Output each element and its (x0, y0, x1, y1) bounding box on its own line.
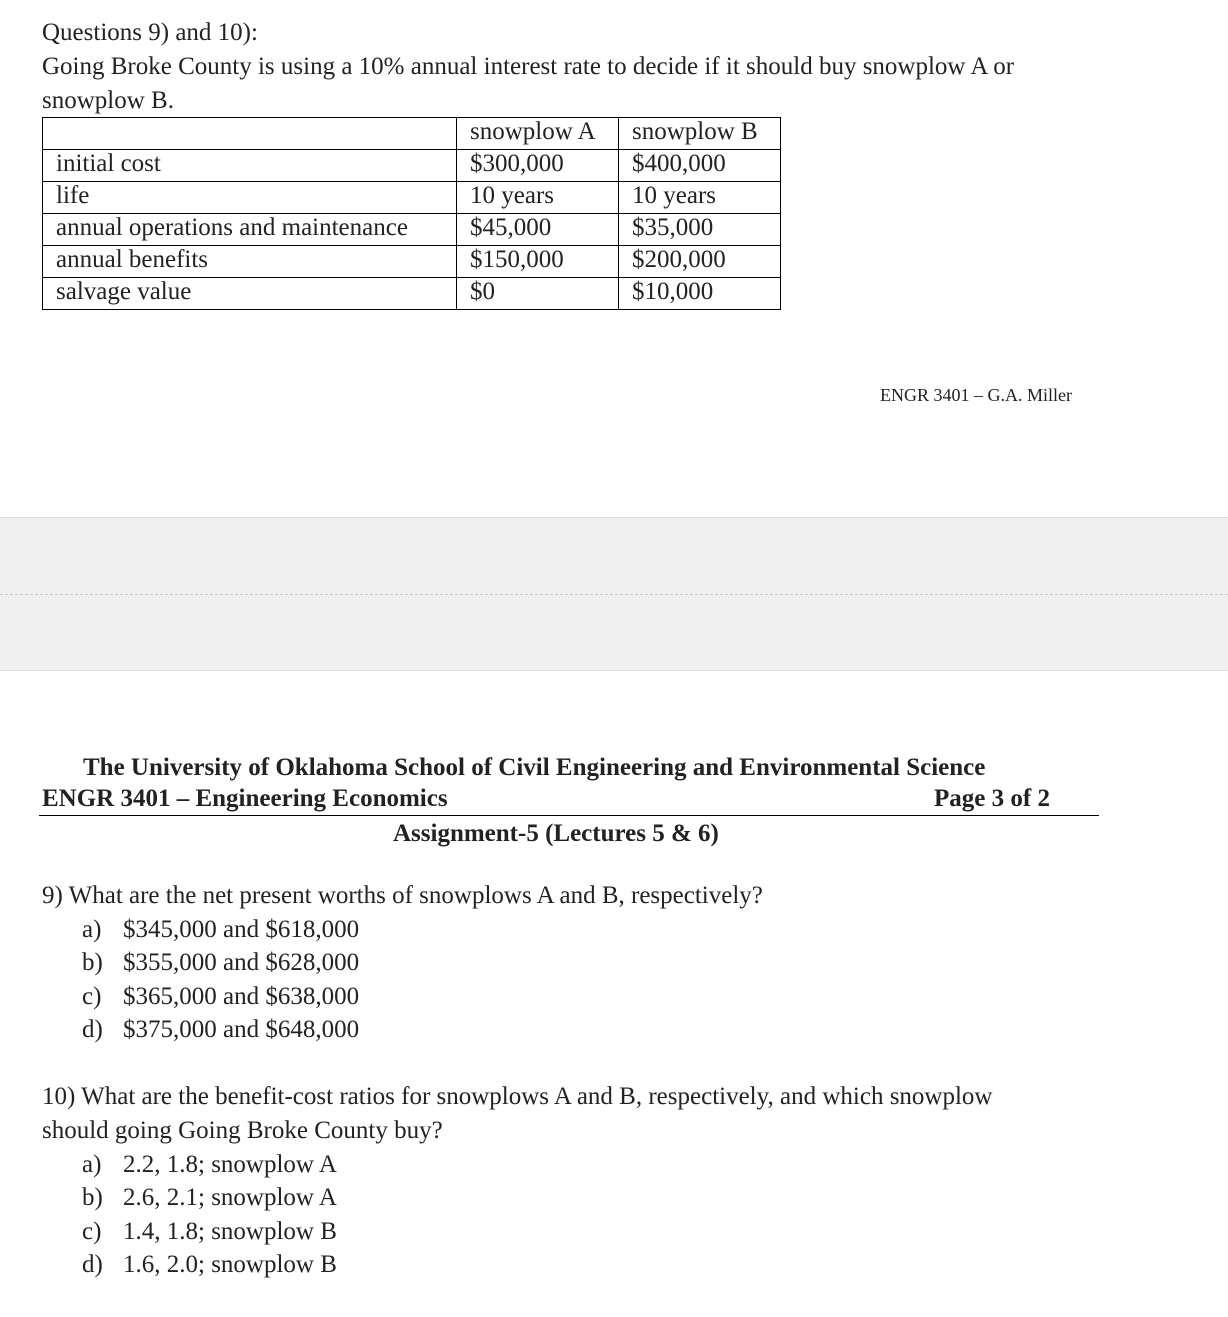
table-row (43, 182, 781, 214)
table-header-row (43, 118, 781, 150)
option-text: $365,000 and $638,000 (123, 983, 360, 1010)
question-9-text: 9) What are the net present worths of snowplows A and B, respectively? (42, 882, 763, 909)
option-text: $375,000 and $648,000 (123, 1016, 360, 1043)
snowplow-a-value: $0 (457, 278, 619, 310)
option-label: b) (82, 1184, 103, 1211)
snowplow-b-value: $10,000 (619, 278, 781, 310)
option-text: $355,000 and $628,000 (123, 949, 360, 976)
question-10-text-line2: should going Going Broke County buy? (42, 1117, 443, 1144)
option-label: d) (82, 1251, 103, 1278)
row-label: initial cost (43, 150, 457, 182)
row-label: annual benefits (43, 246, 457, 278)
intro-text-line2: snowplow B. (42, 87, 174, 114)
row-label: salvage value (43, 278, 457, 310)
table-row (43, 150, 781, 182)
header-divider (39, 815, 1099, 816)
q10-option-b (82, 1181, 337, 1214)
q9-option-b (82, 946, 359, 979)
page-break-divider (0, 594, 1228, 595)
snowplow-comparison-table (42, 117, 781, 310)
snowplow-a-value: $300,000 (457, 150, 619, 182)
snowplow-a-value: 10 years (457, 182, 619, 214)
snowplow-b-value: $400,000 (619, 150, 781, 182)
option-label: c) (82, 983, 102, 1010)
q9-option-c (82, 980, 359, 1013)
header-course-title: ENGR 3401 – Engineering Economics (42, 785, 448, 812)
intro-text-line1: Going Broke County is using a 10% annual interest rate to decide if it should buy snowplow A or (42, 53, 1015, 80)
snowplow-b-value: 10 years (619, 182, 781, 214)
option-label: a) (82, 916, 102, 943)
table-header-snowplow-b: snowplow B (619, 118, 781, 150)
q9-option-a (82, 913, 359, 946)
option-text: 2.6, 2.1; snowplow A (123, 1184, 337, 1211)
option-text: 1.6, 2.0; snowplow B (123, 1251, 337, 1278)
option-label: d) (82, 1016, 103, 1043)
option-label: c) (82, 1218, 102, 1245)
intro-heading: Questions 9) and 10): (42, 19, 258, 46)
option-label: b) (82, 949, 103, 976)
table-row (43, 278, 781, 310)
option-text: $345,000 and $618,000 (123, 916, 360, 943)
q9-option-d (82, 1013, 359, 1046)
header-page-number: Page 3 of 2 (934, 785, 1050, 812)
header-assignment-title: Assignment-5 (Lectures 5 & 6) (393, 820, 719, 847)
option-text: 2.2, 1.8; snowplow A (123, 1151, 337, 1178)
snowplow-a-value: $150,000 (457, 246, 619, 278)
q10-option-d (82, 1248, 337, 1281)
row-label: life (43, 182, 457, 214)
question-10-text-line1: 10) What are the benefit-cost ratios for snowplows A and B, respectively, and which snowplow (42, 1083, 993, 1110)
table-row (43, 214, 781, 246)
option-text: 1.4, 1.8; snowplow B (123, 1218, 337, 1245)
header-institution: The University of Oklahoma School of Civil Engineering and Environmental Science (83, 754, 986, 781)
snowplow-a-value: $45,000 (457, 214, 619, 246)
snowplow-b-value: $200,000 (619, 246, 781, 278)
row-label: annual operations and maintenance (43, 214, 457, 246)
table-row (43, 246, 781, 278)
q10-option-c (82, 1215, 337, 1248)
option-label: a) (82, 1151, 102, 1178)
snowplow-b-value: $35,000 (619, 214, 781, 246)
table-header-snowplow-a: snowplow A (457, 118, 619, 150)
table-header-cell (43, 118, 457, 150)
q10-option-a (82, 1148, 337, 1181)
page-break-gap (0, 517, 1228, 671)
page-footer-credit: ENGR 3401 – G.A. Miller (880, 385, 1072, 405)
